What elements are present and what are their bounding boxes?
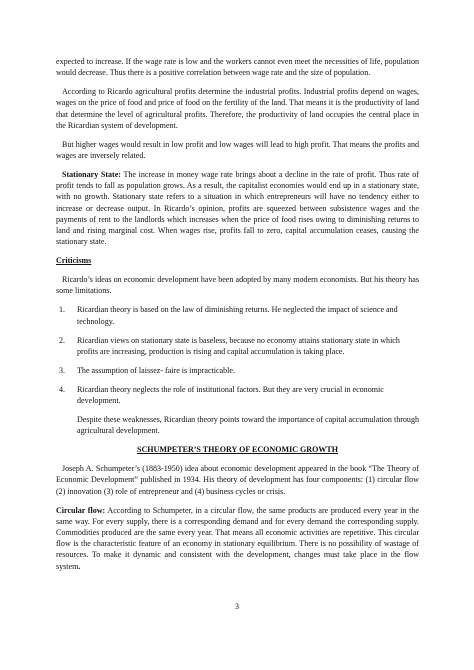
- list-item: [56, 304, 419, 326]
- list-item-number: 2.: [59, 335, 66, 345]
- list-item-number: 3.: [59, 365, 66, 375]
- list-item: [56, 335, 419, 357]
- criticisms-heading: Criticisms: [56, 256, 92, 266]
- list-item-number: 4.: [59, 384, 66, 394]
- paragraph-circular-flow: [56, 505, 419, 572]
- circular-flow-label: Circular flow:: [56, 505, 106, 515]
- document-page: [56, 56, 419, 580]
- paragraph-stationary-state: [56, 169, 419, 247]
- schumpeter-intro: Joseph A. Schumpeter’s (1883-1950) idea about economic development appeared in the book “The Theory of Economic Development” published in 1934. His theory of development has four components: (1) circular flow (2) innovation (3) role of entrepreneur and (4) business cycles or crisis.: [56, 464, 419, 496]
- paragraph-population: expected to increase. If the wage rate is low and the workers cannot even meet the necessities of life, population would decrease. Thus there is a positive correlation between wage rate and the size of population.: [56, 57, 419, 78]
- page-number: 3: [235, 602, 239, 611]
- list-item: [56, 384, 419, 406]
- circular-flow-text: According to Schumpeter, in a circular flow, the same products are produced every year in the same way. For every supply, there is a corresponding demand and for every demand the corresponding supply. Commodities produced are the same every year. That means all economic activities are repetitive. This circular flow is the characteristic feature of an economy in stationary equilibrium. There is no possibility of wastage of resources. To make it dynamic and consistent with the development, changes must take place in the flow system: [56, 505, 419, 571]
- list-item-text: Ricardian views on stationary state is baseless, because no economy attains stationary state in which profits are increasing, production is rising and capital accumulation is taking place.: [77, 335, 400, 356]
- paragraph-agricultural-profits: According to Ricardo agricultural profits determine the industrial profits. Industrial profits depend on wages, wages on the price of food and price of food on the fertility of the land. That means it is the productivity of land that determine the level of agricultural profits. Therefore, the productivity of land occupies the central place in the Ricardian system of development.: [56, 87, 419, 130]
- circular-flow-end: .: [78, 561, 81, 571]
- list-item-text: Ricardian theory neglects the role of institutional factors. But they are very crucial in economic development.: [77, 384, 384, 406]
- schumpeter-heading: SCHUMPETER’S THEORY OF ECONOMIC GROWTH: [136, 445, 339, 455]
- list-item: [56, 365, 419, 376]
- stationary-state-label: Stationary State:: [62, 170, 121, 180]
- criticisms-list: [56, 304, 419, 406]
- list-item-text: Ricardian theory is based on the law of diminishing returns. He neglected the impact of science and technology.: [77, 305, 398, 326]
- criticisms-intro: Ricardo’s ideas on economic development have been adopted by many modern economists. But his theory has some limitations.: [56, 275, 419, 296]
- stationary-state-text: The increase in money wage rate brings about a decline in the rate of profit. Thus rate of profit tends to fall as population grows. As a result, the capitalist economies would end up in a stationary state, with no growth. Stationary state refers to a situation in which entrepreneurs will have no tendency either to increase or decrease output. In Ricardo’s opinion, profits are squeezed between subsistence wages and the payments of rent to the landlords which increases when the price of food rises owing to diminishing returns to land and rising marginal cost. When wages rise, profits fall to zero, capital accumulation ceases, causing the stationary state.: [56, 170, 419, 247]
- list-item-number: 1.: [59, 305, 66, 315]
- list-item-text: The assumption of laissez- faire is impracticable.: [77, 365, 235, 375]
- criticisms-conclusion: Despite these weaknesses, Ricardian theory points toward the importance of capital accumulation through agricultural development.: [77, 415, 419, 436]
- paragraph-wages-profits: But higher wages would result in low profit and low wages will lead to high profit. That means the profits and wages are inversely related.: [56, 139, 419, 161]
